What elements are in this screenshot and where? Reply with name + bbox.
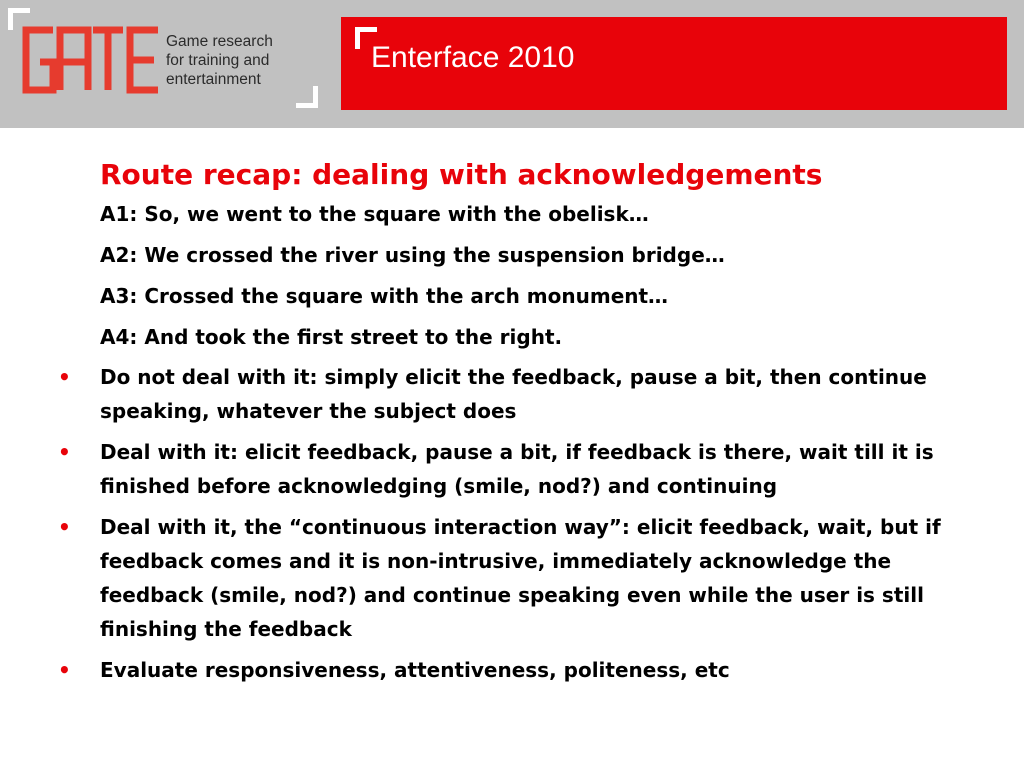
bullet-text: Deal with it: elicit feedback, pause a bit, if feedback is there, wait till it is finished before acknowledging (smile, nod?) and continuing — [100, 440, 934, 498]
title-box — [341, 17, 1007, 110]
route-line: A3: Crossed the square with the arch monument… — [100, 284, 669, 308]
bullet-marker: • — [58, 515, 71, 539]
bullet-item — [58, 510, 980, 646]
slide-title: Enterface 2010 — [371, 41, 575, 74]
logo-area — [0, 0, 336, 128]
bullet-marker: • — [58, 365, 71, 389]
tagline-line: for training and — [166, 52, 270, 69]
tagline-line: entertainment — [166, 71, 261, 88]
bullet-marker: • — [58, 440, 71, 464]
bullet-list — [58, 360, 980, 687]
slide-content — [58, 156, 980, 694]
content-heading: Route recap: dealing with acknowledgements — [100, 158, 823, 191]
route-line: A2: We crossed the river using the suspension bridge… — [100, 243, 725, 267]
bullet-text: Do not deal with it: simply elicit the feedback, pause a bit, then continue speaking, whatever the subject does — [100, 365, 927, 423]
route-line: A1: So, we went to the square with the obelisk… — [100, 202, 649, 226]
bullet-text: Evaluate responsiveness, attentiveness, politeness, etc — [100, 658, 730, 682]
bullet-item — [58, 653, 980, 687]
route-line: A4: And took the first street to the right. — [100, 325, 563, 349]
bullet-marker: • — [58, 658, 71, 682]
bullet-item — [58, 435, 980, 503]
bullet-item — [58, 360, 980, 428]
bullet-text: Deal with it, the “continuous interaction way”: elicit feedback, wait, but if feedback comes and it is non-intrusive, immediately acknowledge the feedback (smile, nod?) and continue speaking even while the user is still finishing the feedback — [100, 515, 941, 641]
gate-logo — [22, 26, 162, 94]
logo-tagline — [166, 32, 316, 89]
corner-bracket-bottom-right — [296, 86, 318, 108]
tagline-line: Game research — [166, 33, 273, 50]
